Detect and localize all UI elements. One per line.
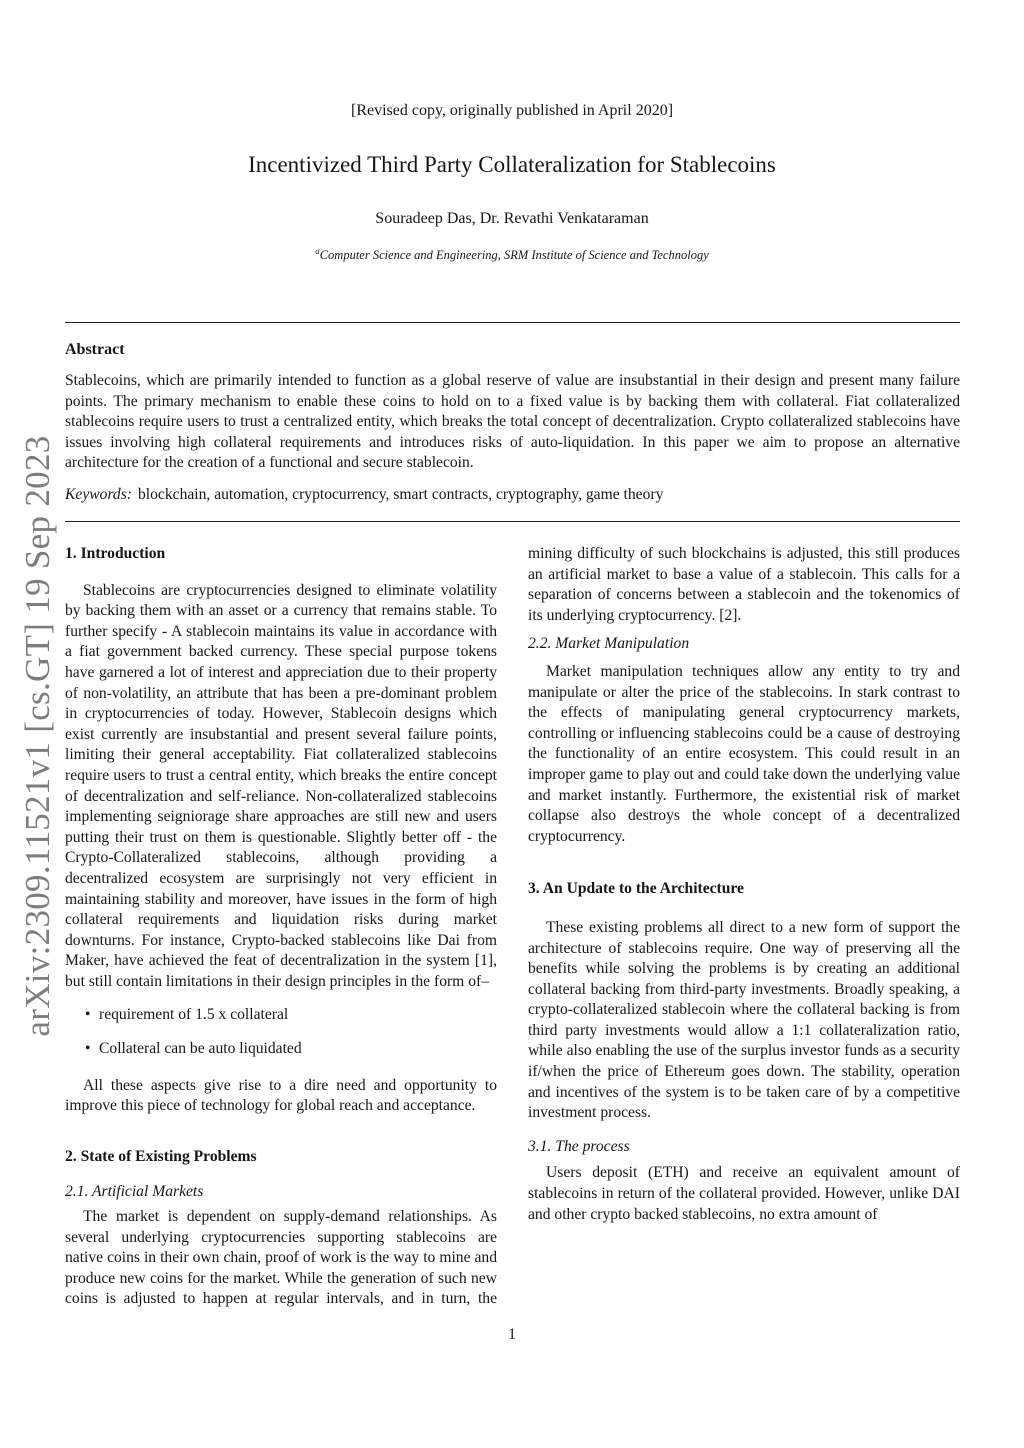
- list-item: [65, 1005, 497, 1026]
- section-3-1-heading: 3.1. The process: [528, 1137, 630, 1155]
- top-divider: [65, 322, 960, 323]
- affiliation-mark: a: [315, 246, 320, 256]
- bullet-icon: •: [85, 1040, 91, 1058]
- section-2-1-text-continued: mining difficulty of such blockchains is adjusted, this still produces an artificial market to base a value of a stablecoin. This calls for a separation of concerns between a stablecoin and the tokenomics of its underlying cryptocurrency. [2].: [528, 545, 960, 624]
- list-item: [65, 1039, 497, 1060]
- section-2-1-heading: 2.1. Artificial Markets: [65, 1183, 204, 1201]
- right-column: [528, 544, 960, 1225]
- section-3-text: These existing problems all direct to a new form of support the architecture of stablecoins require. One way of preserving all the benefits while solving the problems is by creating an additional collateral backing from third-party investments. Broadly speaking, a crypto-collateralized stablecoin where the collateral backing is from third party investments would allow a 1:1 collateralization ratio, while also enabling the use of the surplus investor funds as a security if/when the price of Ethereum goes down. The stability, operation and incentives of the system is to be taken care of by a competitive investment process.: [528, 918, 960, 1122]
- page-number: 1: [508, 1326, 516, 1343]
- intro-heading: 1. Introduction: [65, 545, 166, 562]
- abstract-text: Stablecoins, which are primarily intended to function as a global reserve of value are insubstantial in their design and present many failure points. The primary mechanism to enable these coins to hold on to a fixed value is by backing them with collateral. Fiat collateralized stablecoins require users to trust a centralized entity, which breaks the total concept of decentralization. Crypto collateralized stablecoins have issues involving high collateral requirements and introduces risks of auto-liquidation. In this paper we aim to propose an alternative architecture for the creation of a functional and secure stablecoin.: [65, 372, 960, 472]
- section-2-1-text: The market is dependent on supply-demand relationships. As several underlying cryptocurrencies supporting stablecoins are native coins in their own chain, proof of work is the way to mine and produce new coins for the market. While the generation of such new coins is adjusted to happen at regular intervals, and in turn, the: [65, 1208, 497, 1308]
- bullet-text: Collateral can be auto liquidated: [99, 1040, 302, 1058]
- section-2-2-text: Market manipulation techniques allow any entity to try and manipulate or alter the price of the stablecoins. In stark contrast to the effects of manipulating general cryptocurrency markets, controlling or influencing stablecoins could be a cause of destroying the functionality of an entire ecosystem. This could result in an improper game to play out and could take down the underlying value and market instantly. Furthermore, the existential risk of market collapse also destroys the whole concept of a decentralized cryptocurrency.: [528, 662, 960, 845]
- affiliation-text: Computer Science and Engineering, SRM Institute of Science and Technology: [319, 248, 709, 263]
- intro-paragraph-2: All these aspects give rise to a dire need and opportunity to improve this piece of technology for global reach and acceptance.: [65, 1076, 497, 1115]
- section-2-2-heading: 2.2. Market Manipulation: [528, 635, 690, 653]
- section-3-heading: 3. An Update to the Architecture: [528, 880, 744, 898]
- authors: Souradeep Das, Dr. Revathi Venkataraman: [375, 210, 649, 227]
- keywords-list: blockchain, automation, cryptocurrency, smart contracts, cryptography, game theory: [138, 486, 664, 503]
- left-column: [65, 544, 497, 1310]
- arxiv-stamp: arXiv:2309.11521v1 [cs.GT] 19 Sep 2023: [18, 435, 57, 1037]
- revision-note: [Revised copy, originally published in April 2020]: [350, 102, 674, 119]
- keywords: [65, 486, 960, 504]
- section-2-heading: 2. State of Existing Problems: [65, 1147, 257, 1165]
- affiliation: [0, 246, 1024, 263]
- bullet-list: [65, 1005, 497, 1059]
- keywords-label: Keywords:: [65, 486, 132, 503]
- bullet-icon: •: [85, 1006, 91, 1024]
- section-3-1-text: Users deposit (ETH) and receive an equivalent amount of stablecoins in return of the collateral provided. However, unlike DAI and other crypto backed stablecoins, no extra amount of: [528, 1164, 960, 1223]
- bullet-text: requirement of 1.5 x collateral: [99, 1006, 289, 1024]
- abstract-heading: Abstract: [65, 341, 125, 358]
- paper-title: Incentivized Third Party Collateralization for Stablecoins: [248, 152, 776, 177]
- intro-paragraph-1: Stablecoins are cryptocurrencies designed to eliminate volatility by backing them with an asset or a currency that remains stable. To further specify - A stablecoin maintains its value in accordance with a fiat government backed currency. These special purpose tokens have garnered a lot of interest and appreciation due to their property of non-volatility, an attribute that has been a pre-dominant problem in cryptocurrencies of today. However, Stablecoin designs which exist currently are insubstantial and present several failure points, limiting their general acceptability. Fiat collateralized stablecoins require users to trust a central entity, which breaks the entire concept of decentralization and self-reliance. Non-collateralized stablecoins implementing seigniorage share approaches are still new and users putting their trust on them is questionable. Slightly better off - the Crypto-Collateralized stablecoins, although providing a decentralized ecosystem are surprisingly not very efficient in maintaining stability and moreover, have issues in the form of high collateral requirements and liquidation risks during market downturns. For instance, Crypto-backed stablecoins like Dai from Maker, have achieved the feat of decentralization in the system [1], but still contain limitations in their design principles in the form of–: [65, 581, 497, 990]
- bottom-divider: [65, 521, 960, 522]
